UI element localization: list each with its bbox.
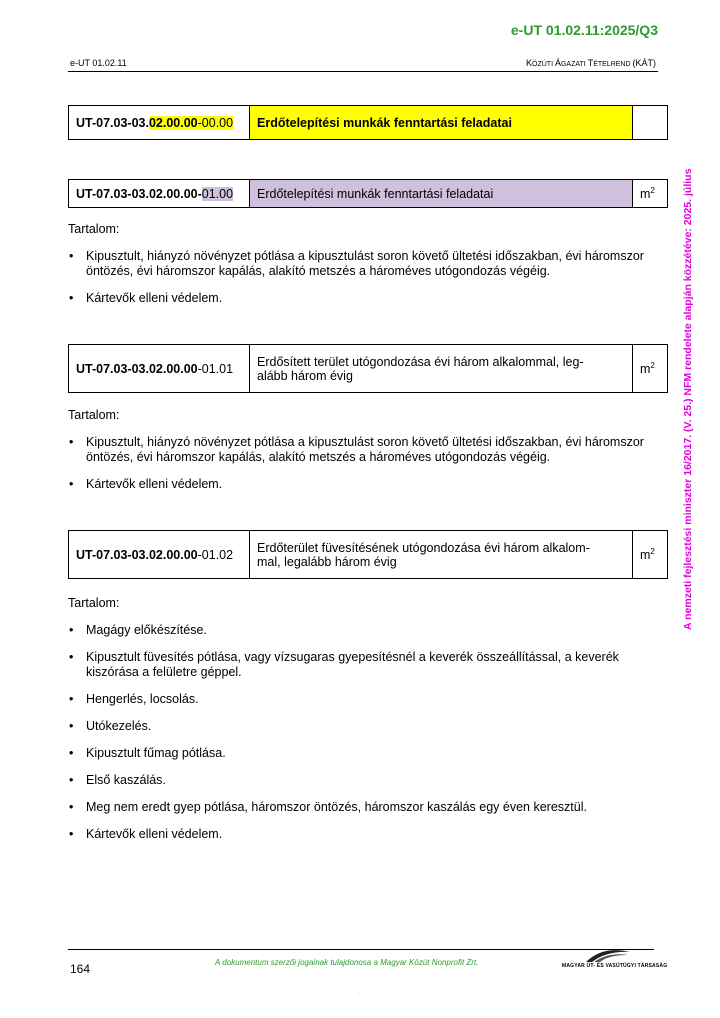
item-title: Erdőterület füvesítésének utógondozása évi három alkalom- mal, legalább három évig xyxy=(250,531,633,579)
item-unit xyxy=(633,106,668,140)
item-code: UT-07.03-03.02.00.00-01.01 xyxy=(69,345,250,393)
road-swoosh-icon xyxy=(584,948,632,964)
footer-dot: . xyxy=(358,990,360,996)
list-item: • Kártevők elleni védelem. xyxy=(68,291,664,306)
item-code: UT-07.03-03.02.00.00-01.00 xyxy=(69,180,250,208)
item-unit: $m^2$ xyxy=(633,180,668,208)
item-title: Erdőtelepítési munkák fenntartási feladatai xyxy=(250,180,633,208)
list-item: • Magágy előkészítése. xyxy=(68,623,664,638)
list-item: • Kártevők elleni védelem. xyxy=(68,827,664,842)
list-item: • Első kaszálás. xyxy=(68,773,664,788)
list-item: • Kipusztult, hiányzó növényzet pótlása a kipusztulást soron követő ültetési időszakban, évi háromszor öntözés, évi háromszor kapálás, alakító metszés a hároméves utógondozás végéig. xyxy=(68,249,664,279)
item-row-01-01 xyxy=(68,344,668,393)
document-code: e-UT 01.02.11:2025/Q3 xyxy=(510,22,658,38)
content-list-3 xyxy=(68,623,664,854)
side-publication-note: A nemzeti fejlesztési miniszter 16/2017. (V. 25.) NFM rendelete alapján közzétéve: 2025. július xyxy=(682,168,694,630)
content-label: Tartalom: xyxy=(68,222,120,236)
page-number: 164 xyxy=(70,962,91,976)
list-item: • Kipusztult fűmag pótlása. xyxy=(68,746,664,761)
item-title: Erdősített terület utógondozása évi három alkalommal, leg- alább három évig xyxy=(250,345,633,393)
item-code: UT-07.03-03.02.00.00-01.02 xyxy=(69,531,250,579)
header-left: e-UT 01.02.11 xyxy=(70,58,127,68)
item-unit: $m^2$ xyxy=(633,531,668,579)
item-row-01-00 xyxy=(68,179,668,208)
item-title: Erdőtelepítési munkák fenntartási feladatai xyxy=(250,106,633,140)
item-code: UT-07.03-03.02.00.00-00.00 xyxy=(69,106,250,140)
content-label: Tartalom: xyxy=(68,596,120,610)
content-list-2 xyxy=(68,435,664,504)
list-item: • Kipusztult, hiányzó növényzet pótlása a kipusztulást soron követő ültetési időszakban, évi háromszor öntözés, évi háromszor kapálás, alakító metszés a hároméves utógondozás végéig. xyxy=(68,435,664,465)
item-row-01-02 xyxy=(68,530,668,579)
copyright-note: A dokumentum szerzői jogainak tulajdonosa a Magyar Közút Nonprofit Zrt. xyxy=(215,958,479,967)
header-rule xyxy=(68,71,658,72)
item-row-main xyxy=(68,105,668,140)
content-list-1 xyxy=(68,249,664,318)
list-item: • Hengerlés, locsolás. xyxy=(68,692,664,707)
item-unit: $m^2$ xyxy=(633,345,668,393)
society-logo: MAGYAR ÚT- ÉS VASÚTÜGYI TÁRSASÁG xyxy=(562,948,654,974)
list-item: • Kártevők elleni védelem. xyxy=(68,477,664,492)
header-right: KÖZÚTI ÁGAZATI TÉTELREND (KÁT) xyxy=(526,58,656,68)
list-item: • Kipusztult füvesítés pótlása, vagy vízsugaras gyepesítésnél a keverék összeállítással, a keverék kiszórása a felületre géppel. xyxy=(68,650,664,680)
list-item: • Meg nem eredt gyep pótlása, háromszor öntözés, háromszor kaszálás egy éven keresztül. xyxy=(68,800,664,815)
content-label: Tartalom: xyxy=(68,408,120,422)
list-item: • Utókezelés. xyxy=(68,719,664,734)
